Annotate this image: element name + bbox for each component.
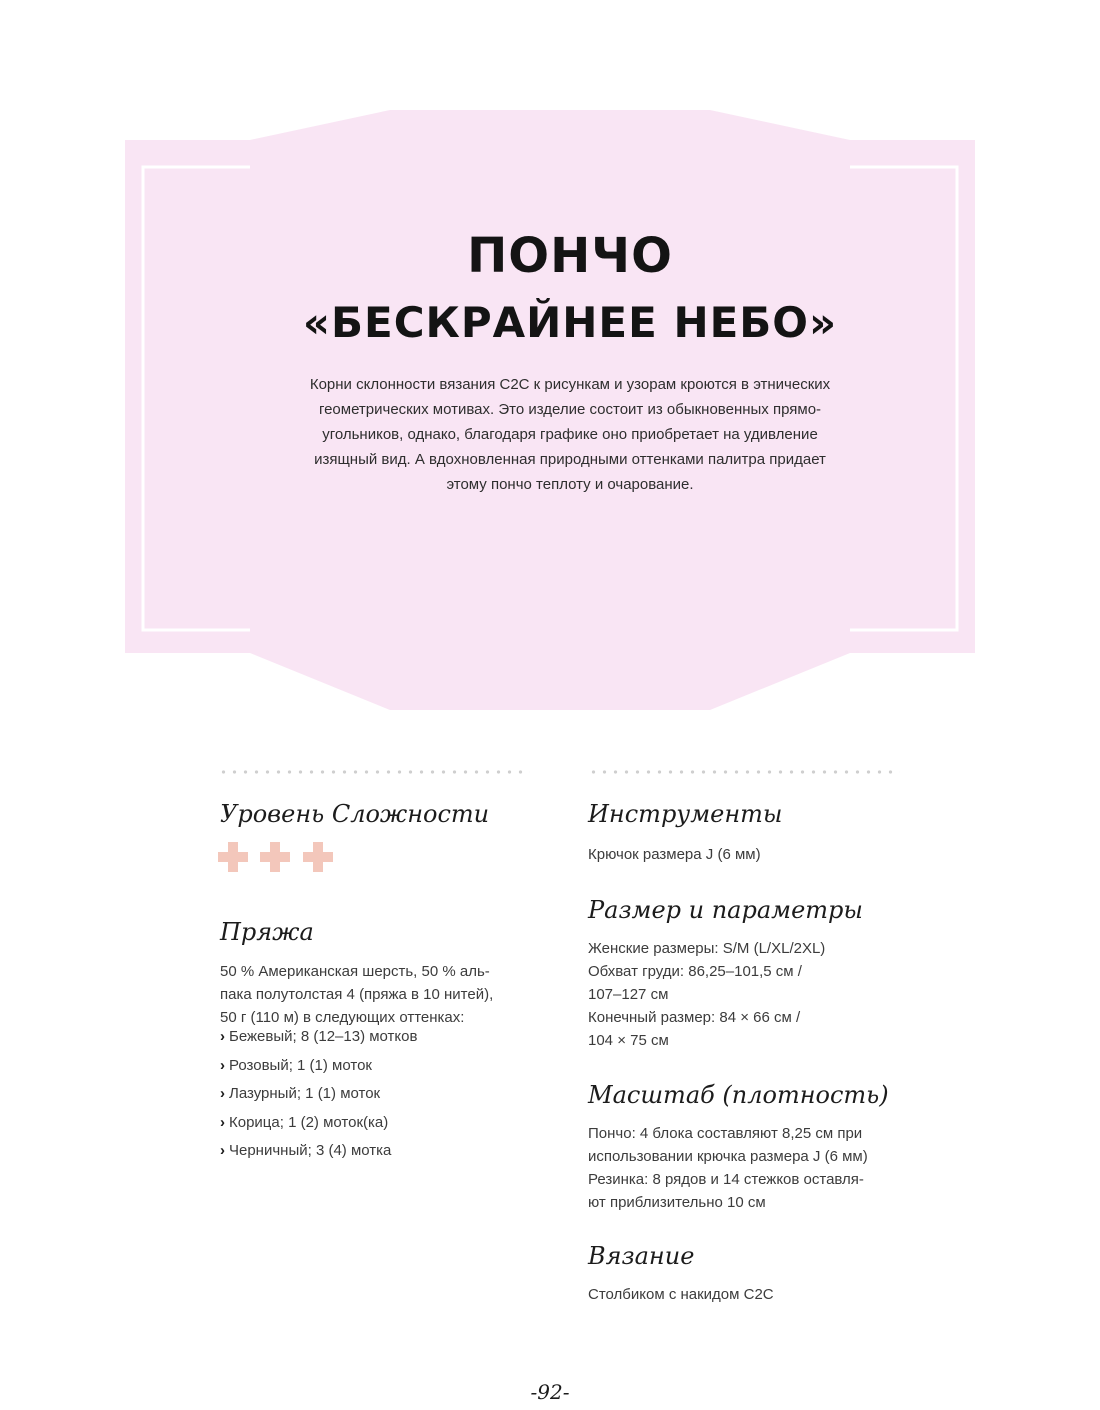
size-line: Конечный размер: 84 × 66 см /	[588, 1009, 801, 1026]
size-line: 107–127 см	[588, 986, 669, 1003]
yarn-line: 50 % Американская шерсть, 50 % аль-	[220, 963, 490, 980]
plus-icon	[303, 842, 333, 872]
gauge-line: ют приблизительно 10 см	[588, 1194, 766, 1211]
list-item	[220, 1057, 417, 1086]
gauge-description	[588, 1122, 868, 1214]
intro-line: угольников, однако, благодаря графике оно приобретает на удивление	[322, 426, 818, 443]
yarn-line: пака полутолстая 4 (пряжа в 10 нитей),	[220, 986, 494, 1003]
yarn-color-label: Черничный; 3 (4) мотка	[229, 1142, 392, 1160]
size-heading: Размер и параметры	[588, 896, 863, 924]
gauge-heading: Масштаб (плотность)	[588, 1081, 889, 1109]
chevron-right-icon: ›	[220, 1028, 225, 1045]
chevron-right-icon: ›	[220, 1142, 225, 1160]
plus-icon	[260, 842, 290, 872]
tools-heading: Инструменты	[588, 800, 783, 828]
technique-heading: Вязание	[588, 1242, 695, 1270]
size-line: 104 × 75 см	[588, 1032, 669, 1049]
intro-line: Корни склонности вязания C2C к рисункам и узорам кроются в этнических	[309, 376, 831, 393]
chevron-right-icon: ›	[220, 1113, 225, 1131]
size-line: Женские размеры: S/M (L/XL/2XL)	[588, 940, 826, 957]
page-title-line-1: ПОНЧО	[467, 228, 673, 284]
list-item	[220, 1142, 417, 1171]
intro-paragraph	[240, 372, 900, 497]
gauge-line: Пончо: 4 блока составляют 8,25 см при	[588, 1125, 863, 1142]
intro-line: этому пончо теплоту и очарование.	[446, 476, 694, 493]
difficulty-rating	[218, 842, 341, 877]
list-item	[220, 1085, 417, 1114]
size-line: Обхват груди: 86,25–101,5 см /	[588, 963, 802, 980]
page-number: -92-	[530, 1380, 570, 1404]
yarn-description	[220, 960, 493, 1029]
list-item	[220, 1114, 417, 1143]
yarn-color-label: Розовый; 1 (1) моток	[229, 1056, 372, 1074]
list-item	[220, 1028, 417, 1057]
gauge-line: Резинка: 8 рядов и 14 стежков оставля-	[588, 1171, 864, 1188]
yarn-color-list	[220, 1028, 417, 1171]
intro-line: геометрических мотивах. Это изделие состоит из обыкновенных прямо-	[318, 401, 822, 418]
technique-description	[588, 1283, 774, 1306]
chevron-right-icon: ›	[220, 1085, 225, 1103]
tools-description	[588, 843, 761, 866]
chevron-right-icon: ›	[220, 1056, 225, 1074]
yarn-heading: Пряжа	[220, 918, 314, 946]
yarn-color-label: Бежевый; 8 (12–13) мотков	[229, 1028, 418, 1045]
yarn-color-label: Корица; 1 (2) моток(ка)	[229, 1113, 389, 1131]
size-description	[588, 937, 825, 1052]
page-title-line-2: «БЕСКРАЙНЕЕ НЕБО»	[302, 298, 838, 347]
yarn-color-label: Лазурный; 1 (1) моток	[229, 1085, 381, 1103]
technique-line: Столбиком с накидом C2C	[588, 1286, 774, 1303]
right-dotted-divider	[588, 770, 900, 774]
left-dotted-divider	[218, 770, 530, 774]
difficulty-heading: Уровень Сложности	[220, 800, 490, 828]
plus-icon	[218, 842, 248, 872]
intro-line: изящный вид. А вдохновленная природными оттенками палитра придает	[314, 451, 826, 468]
tools-line: Крючок размера J (6 мм)	[588, 846, 761, 863]
yarn-line: 50 г (110 м) в следующих оттенках:	[220, 1009, 465, 1026]
gauge-line: использовании крючка размера J (6 мм)	[588, 1148, 868, 1165]
